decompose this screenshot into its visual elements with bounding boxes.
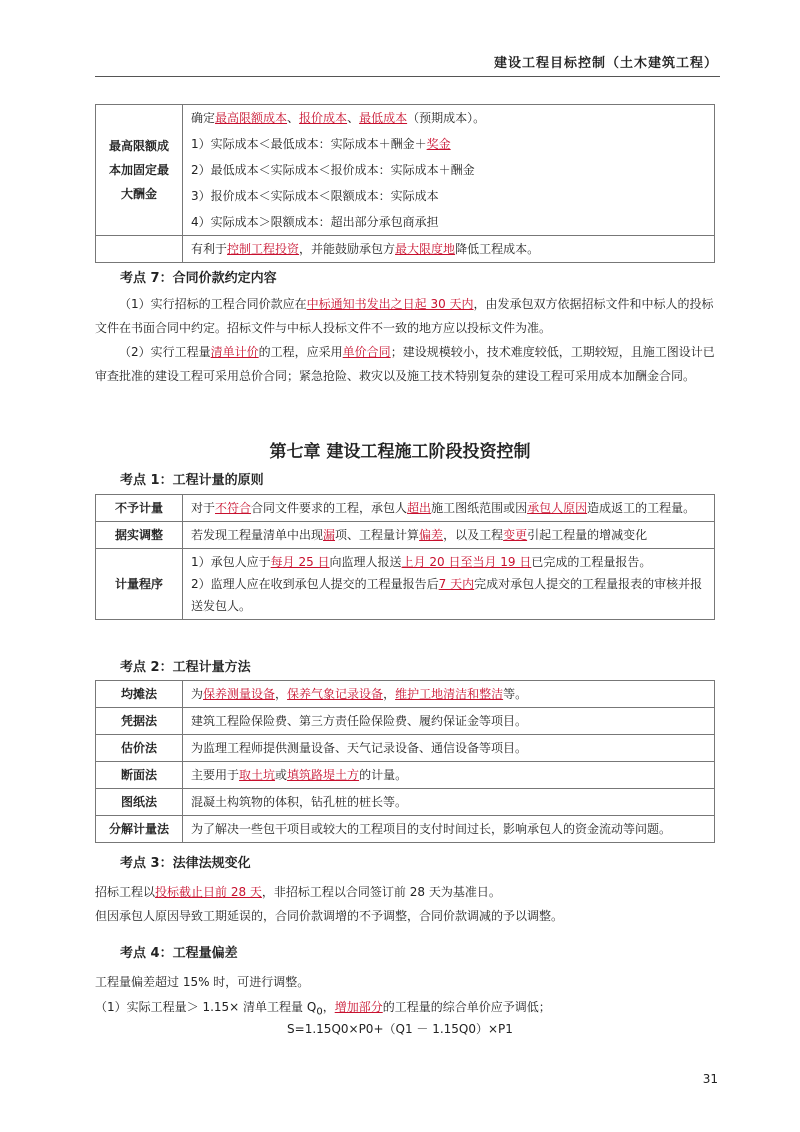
chapter-title: 第七章 建设工程施工阶段投资控制 bbox=[269, 442, 531, 462]
row-content: 对于不符合合同文件要求的工程，承包人超出施工图纸范围或因承包人原因造成返工的工程量。 bbox=[183, 495, 715, 522]
table1-line4: 4）实际成本＞限额成本：超出部分承包商承担 bbox=[183, 209, 715, 236]
table1-label: 最高限额成本加固定最大酬金 bbox=[96, 105, 183, 236]
table1-line2: 2）最低成本＜实际成本＜报价成本：实际成本＋酬金 bbox=[183, 157, 715, 183]
table1-label-tail bbox=[96, 236, 183, 263]
table-row bbox=[96, 495, 715, 522]
running-header: 建设工程目标控制（土木建筑工程） bbox=[493, 56, 718, 71]
table1-line5: 有利于控制工程投资，并能鼓励承包方最大限度地降低工程成本。 bbox=[183, 236, 715, 263]
table-row bbox=[96, 522, 715, 549]
row-label: 不予计量 bbox=[96, 495, 183, 522]
table1-line3: 3）报价成本＜实际成本＜限额成本：实际成本 bbox=[183, 183, 715, 209]
row-label: 估价法 bbox=[96, 735, 183, 762]
row-label: 分解计量法 bbox=[96, 816, 183, 843]
measurement-principles-table bbox=[95, 494, 715, 620]
table1-line1: 1）实际成本＜最低成本：实际成本＋酬金＋奖金 bbox=[183, 131, 715, 157]
kp3-paragraph-1: 招标工程以投标截止日前 28 天，非招标工程以合同签订前 28 天为基准日。 bbox=[95, 885, 501, 899]
kp3-title: 考点 3：法律法规变化 bbox=[120, 856, 251, 871]
row-label: 凭据法 bbox=[96, 708, 183, 735]
header-rule bbox=[95, 76, 720, 77]
kp2-title: 考点 2：工程计量方法 bbox=[120, 660, 251, 675]
cost-plus-table bbox=[95, 104, 715, 263]
row-content: 混凝土构筑物的体积，钻孔桩的桩长等。 bbox=[183, 789, 715, 816]
row-label: 断面法 bbox=[96, 762, 183, 789]
kp7-paragraph-2: （2）实行工程量清单计价的工程，应采用单价合同；建设规模较小，技术难度较低，工期较短，且施工图设计已审查批准的建设工程可采用总价合同；紧急抢险、救灾以及施工技术特别复杂的建设工程可采用成本加酬金合同。 bbox=[95, 345, 715, 383]
row-label: 均摊法 bbox=[96, 681, 183, 708]
table-row bbox=[96, 549, 715, 620]
row-content: 若发现工程量清单中出现漏项、工程量计算偏差，以及工程变更引起工程量的增减变化 bbox=[183, 522, 715, 549]
table1-line0: 确定最高限额成本、报价成本、最低成本（预期成本）。 bbox=[183, 105, 715, 132]
measurement-methods-table bbox=[95, 680, 715, 843]
table-row bbox=[96, 816, 715, 843]
kp7-paragraph-1: （1）实行招标的工程合同价款应在中标通知书发出之日起 30 天内，由发承包双方依据招标文件和中标人的投标文件在书面合同中约定。招标文件与中标人投标文件不一致的地方应以投标文件为准。 bbox=[95, 297, 714, 335]
table-row bbox=[96, 762, 715, 789]
price-adjustment-formula: S=1.15Q0×P0+（Q1 － 1.15Q0）×P1 bbox=[287, 1022, 513, 1036]
table-row bbox=[96, 708, 715, 735]
table-row bbox=[96, 681, 715, 708]
table-row bbox=[96, 735, 715, 762]
row-content: 为了解决一些包干项目或较大的工程项目的支付时间过长，影响承包人的资金流动等问题。 bbox=[183, 816, 715, 843]
page-number: 31 bbox=[702, 1072, 718, 1086]
row-label: 图纸法 bbox=[96, 789, 183, 816]
kp7-title: 考点 7：合同价款约定内容 bbox=[120, 271, 277, 286]
row-label: 计量程序 bbox=[96, 549, 183, 620]
table-row bbox=[96, 789, 715, 816]
row-content: 为保养测量设备，保养气象记录设备，维护工地清洁和整洁等。 bbox=[183, 681, 715, 708]
kp4-paragraph-1: 工程量偏差超过 15% 时，可进行调整。 bbox=[95, 975, 310, 989]
row-content: 主要用于取土坑或填筑路堤土方的计量。 bbox=[183, 762, 715, 789]
kp1-title: 考点 1：工程计量的原则 bbox=[120, 473, 264, 488]
row-content: 1）承包人应于每月 25 日向监理人报送上月 20 日至当月 19 日已完成的工程量报告。 2）监理人应在收到承包人提交的工程量报告后7 天内完成对承包人提交的工程量报表的审核并报送发包人。 bbox=[183, 549, 715, 620]
kp3-paragraph-2: 但因承包人原因导致工期延误的，合同价款调增的不予调整，合同价款调减的予以调整。 bbox=[95, 909, 564, 923]
row-label: 据实调整 bbox=[96, 522, 183, 549]
kp4-title: 考点 4：工程量偏差 bbox=[120, 946, 238, 961]
kp4-paragraph-2: （1）实际工程量＞ 1.15× 清单工程量 $Q_0$，增加部分的工程量的综合单价应予调低； bbox=[95, 1000, 551, 1018]
row-content: 建筑工程险保险费、第三方责任险保险费、履约保证金等项目。 bbox=[183, 708, 715, 735]
row-content: 为监理工程师提供测量设备、天气记录设备、通信设备等项目。 bbox=[183, 735, 715, 762]
